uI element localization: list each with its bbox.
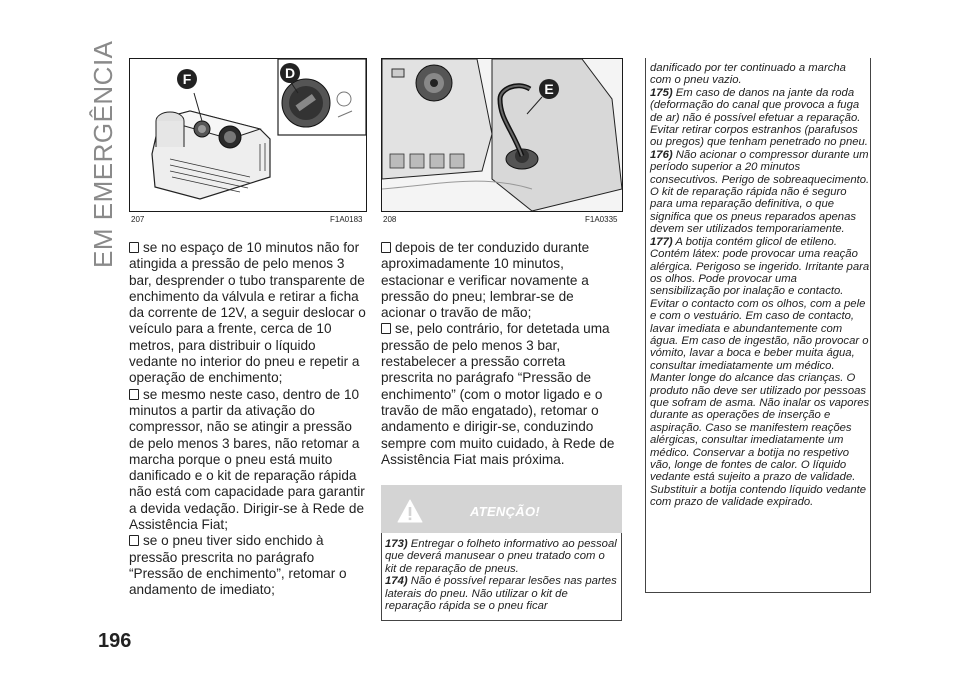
- column-3-text: [650, 62, 870, 509]
- column-2: [381, 240, 621, 468]
- figure-207-code: F1A0183: [330, 215, 363, 224]
- section-title-text: EM EMERGÊNCIA: [88, 40, 118, 268]
- checkbox-bullet-icon: [381, 323, 391, 334]
- bullet-item: depois de ter conduzido durante aproximadamente 10 minutos, estacionar e verificar novamente a pressão do pneu; lembrar-se de acionar o travão de mão;: [381, 240, 590, 321]
- column-3-box: [645, 58, 871, 593]
- note-item: 176) Não acionar o compressor durante um período superior a 20 minutos consecutivos. Perigo de sobreaquecimento. O kit de reparação rápida não é seguro para uma reparação definitiva, o que significa que os pneus reparados apenas devem ser utilizados temporariamente.: [650, 148, 870, 236]
- warning-title: ATENÇÃO!: [470, 504, 541, 519]
- bullet-item: se no espaço de 10 minutos não for atingida a pressão de pelo menos 3 bar, desprender o tubo transparente de enchimento da válvula e retirar a ficha da corrente de 12V, a seguir deslocar o veículo para a frente, cerca de 10 metros, para distribuir o líquido vedante no interior do pneu e repetir a operação de enchimento;: [129, 240, 366, 386]
- warning-triangle-icon: [397, 498, 423, 524]
- figure-label-e: E: [544, 81, 554, 97]
- bullet-item: se mesmo neste caso, dentro de 10 minutos a partir da ativação do compressor, não se atingir a pressão de pelo menos 3 bares, não retomar a marcha porque o pneu está muito danificado e o kit de reparação rápida não está com capacidade para garantir a devida vedação. Dirigir-se à Rede de Assistência Fiat;: [129, 386, 365, 533]
- section-title: [86, 30, 116, 270]
- column-1: [129, 240, 367, 599]
- checkbox-bullet-icon: [129, 242, 139, 253]
- warning-text: [385, 538, 619, 612]
- figure-label-d: D: [284, 65, 296, 81]
- checkbox-bullet-icon: [129, 389, 139, 400]
- bullet-item: se o pneu tiver sido enchido à pressão prescrita no parágrafo “Pressão de enchimento”, retomar o andamento de imediato;: [129, 533, 347, 598]
- figure-208: [381, 58, 623, 212]
- figure-208-code: F1A0335: [585, 215, 618, 224]
- compressor-illustration: [130, 59, 366, 211]
- note-item: 174) Não é possível reparar lesões nas partes laterais do pneu. Não utilizar o kit de reparação rápida se o pneu ficar: [385, 575, 617, 613]
- bullet-item: se, pelo contrário, for detetada uma pressão de pelo menos 3 bar, restabelecer a pressão correta prescrita no parágrafo “Pressão de enchimento” (com o motor ligado e o travão de mão engatado), retomar o andamento e dirigir-se, conduzindo sempre com muito cuidado, à Rede de Assistência Fiat mais próxima.: [381, 321, 615, 467]
- figure-207-number: 207: [131, 215, 145, 224]
- note-item: 173) Entregar o folheto informativo ao pessoal que deverá manusear o pneu tratado com o kit de reparação de pneus.: [385, 538, 617, 575]
- checkbox-bullet-icon: [381, 242, 391, 253]
- note-item: 177) A botija contém glicol de etileno. Contém látex: pode provocar uma reação alérgica. Perigoso se ingerido. Irritante para os olhos. Pode provocar uma sensibilização por inalação e contacto. Evitar o contacto com os olhos, com a pele e com o vestuário. Em caso de contacto, lavar imediata e abundantemente com água. Em caso de ingestão, não provocar o vómito, lavar a boca e beber muita água, consultar imediatamente um médico. Manter longe do alcance das crianças. O produto não deve ser utilizado por pessoas que sofram de asma. Não inalar os vapores durante as operações de inserção e aspiração. Caso se manifestem reações alérgicas, consultar imediatamente um médico. Conservar a botija no respetivo vão, longe de fontes de calor. O líquido vedante está sujeito a prazo de validade. Substituir a botija contendo líquido vedante com prazo de validade expirado.: [650, 235, 870, 509]
- note-item: 175) Em caso de danos na jante da roda (deformação do canal que provoca a fuga de ar) não é possível efetuar a reparação. Evitar retirar corpos estranhos (parafusos ou pregos) que tenham penetrado no pneu.: [650, 86, 868, 149]
- checkbox-bullet-icon: [129, 535, 139, 546]
- page-number: 196: [98, 630, 132, 652]
- figure-208-number: 208: [383, 215, 397, 224]
- figure-207: [129, 58, 367, 212]
- figure-label-f: F: [182, 71, 192, 87]
- dashboard-socket-illustration: [382, 59, 622, 211]
- note-continuation: danificado por ter continuado a marcha com o pneu vazio.: [650, 62, 846, 87]
